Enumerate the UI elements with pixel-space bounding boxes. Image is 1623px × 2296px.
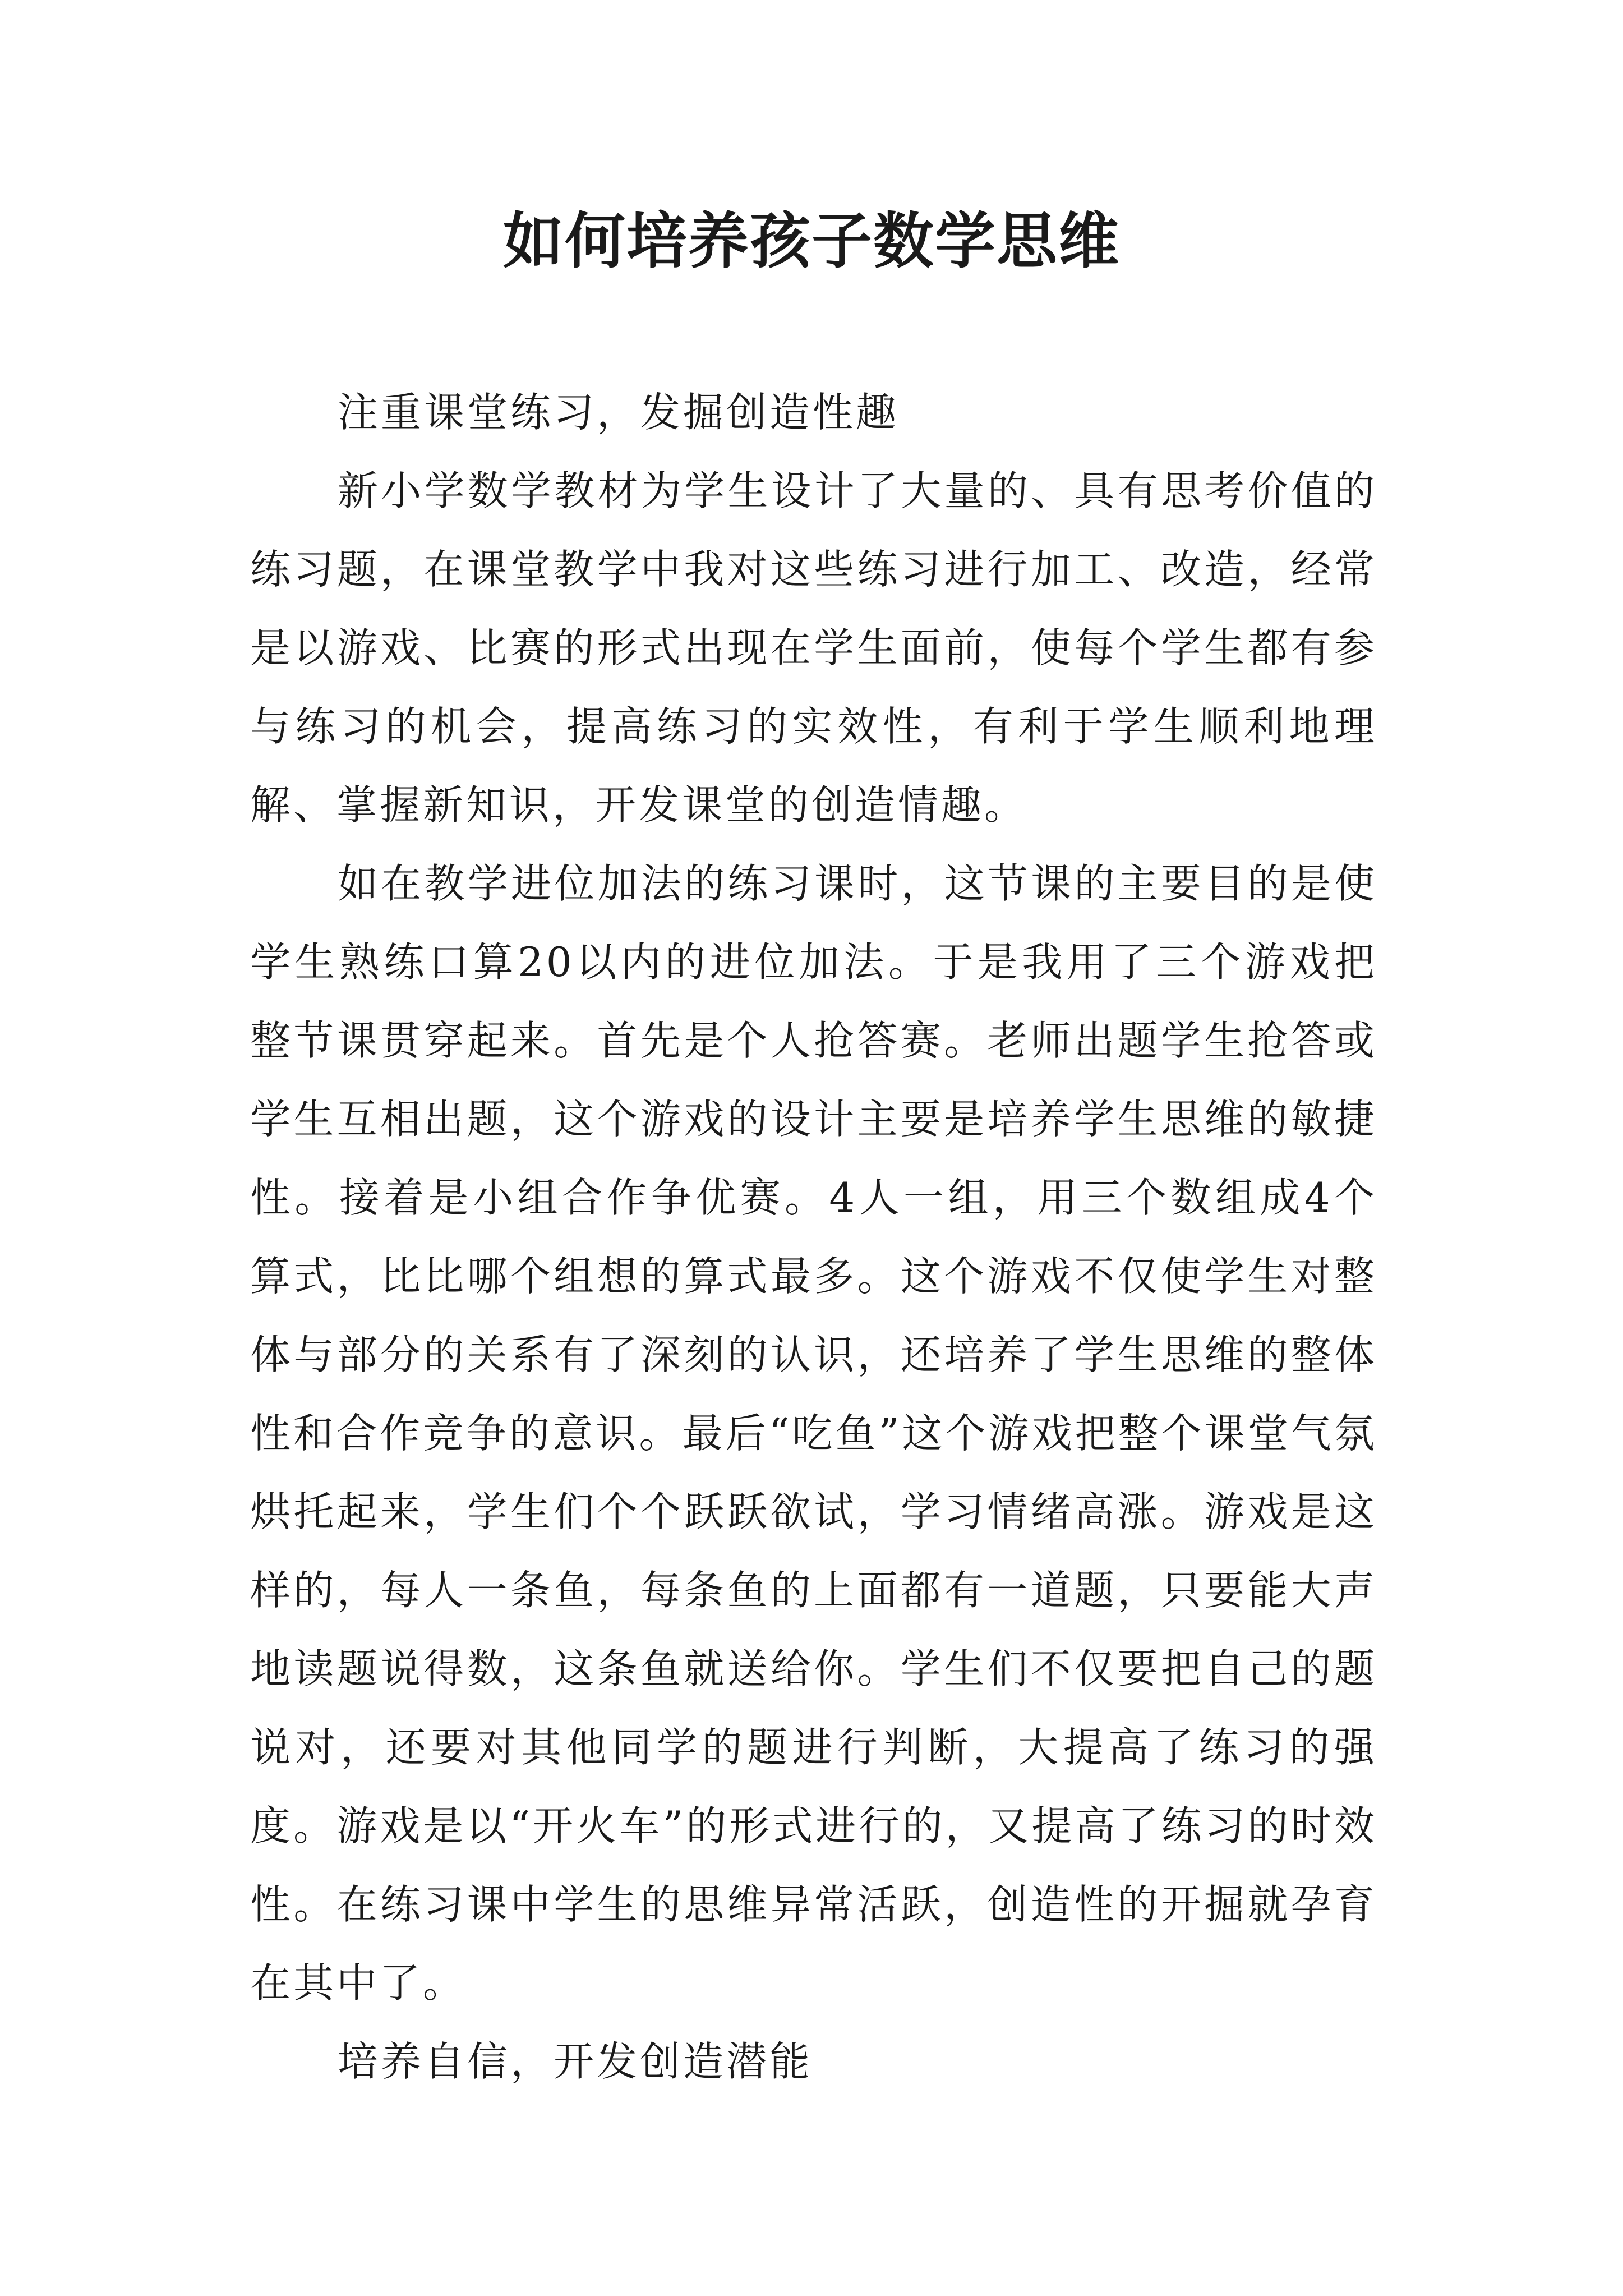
document-body (250, 373, 1377, 2101)
document-title: 如何培养孩子数学思维 (502, 206, 1120, 277)
paragraph-addition-games: 如在教学进位加法的练习课时，这节课的主要目的是使学生熟练口算20以内的进位加法。于是我用了三个游戏把整节课贯穿起来。首先是个人抢答赛。老师出题学生抢答或学生互相出题，这个游戏的设计主要是培养学生思维的敏捷性。接着是小组合作争优赛。4人一组，用三个数组成4个算式，比比哪个组想的算式最多。这个游戏不仅使学生对整体与部分的关系有了深刻的认识，还培养了学生思维的整体性和合作竞争的意识。最后“吃鱼”这个游戏把整个课堂气氛烘托起来，学生们个个跃跃欲试，学习情绪高涨。游戏是这样的，每人一条鱼，每条鱼的上面都有一道题，只要能大声地读题说得数，这条鱼就送给你。学生们不仅要把自己的题说对，还要对其他同学的题进行判断，大提高了练习的强度。游戏是以“开火车”的形式进行的，又提高了练习的时效性。在练习课中学生的思维异常活跃，创造性的开掘就孕育在其中了。 (250, 860, 1377, 2007)
paragraph-textbook-exercises: 新小学数学教材为学生设计了大量的、具有思考价值的练习题，在课堂教学中我对这些练习进行加工、改造，经常是以游戏、比赛的形式出现在学生面前，使每个学生都有参与练习的机会，提高练习的实效性，有利于学生顺利地理解、掌握新知识，开发课堂的创造情趣。 (250, 467, 1377, 829)
section-heading-confidence: 培养自信，开发创造潜能 (338, 2038, 813, 2085)
section-heading-classroom-practice: 注重课堂练习，发掘创造性趣 (338, 389, 900, 436)
